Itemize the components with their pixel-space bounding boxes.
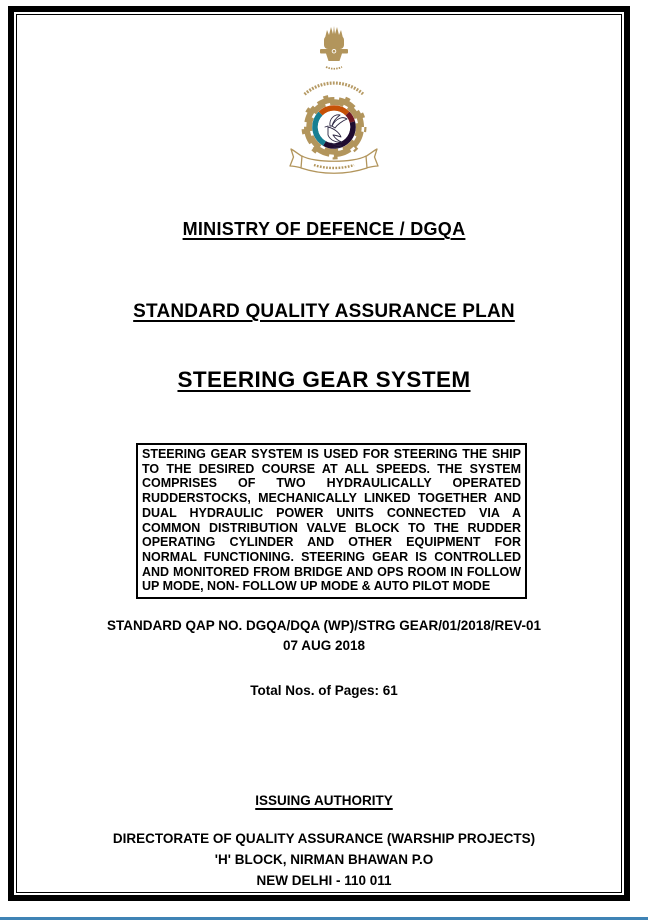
emblem-arc-text (305, 83, 364, 94)
dgqa-emblem-icon (284, 22, 384, 182)
ministry-heading: MINISTRY OF DEFENCE / DGQA (182, 219, 466, 239)
ashoka-capital-icon (320, 26, 348, 69)
description-box: STEERING GEAR SYSTEM IS USED FOR STEERING THE SHIP TO THE DESIRED COURSE AT ALL SPEEDS. THE SYSTEM COMPRISES OF TWO HYDRAULICALLY OPERATED RUDDERSTOCKS, MECHANICALLY LINKED TOGETHER AND DUAL HYDRAULIC POWER UNITS CONNECTED VIA A COMMON DISTRIBUTION VALVE BLOCK TO THE RUDDER OPERATING CYLINDER AND OTHER EQUIPMENT FOR NORMAL FUNCTIONING. STEERING GEAR IS CONTROLLED AND MONITORED FROM BRIDGE AND OPS ROOM IN FOLLOW UP MODE, NON- FOLLOW UP MODE & AUTO PILOT MODE (136, 443, 527, 599)
page-bottom-edge (0, 917, 648, 920)
system-title: STEERING GEAR SYSTEM (177, 367, 471, 392)
qap-number: STANDARD QAP NO. DGQA/DQA (WP)/STRG GEAR/01/2018/REV-01 (106, 618, 542, 633)
issue-date: 07 AUG 2018 (282, 638, 366, 653)
total-pages: Total Nos. of Pages: 61 (250, 683, 398, 698)
issuing-authority-line: 'H' BLOCK, NIRMAN BHAWAN P.O (214, 852, 434, 867)
issuing-authority-line: DIRECTORATE OF QUALITY ASSURANCE (WARSHIP PROJECTS) (112, 831, 536, 846)
issuing-authority-line: NEW DELHI - 110 011 (256, 873, 392, 888)
plan-heading: STANDARD QUALITY ASSURANCE PLAN (133, 301, 515, 322)
issuing-authority-heading: ISSUING AUTHORITY (255, 793, 393, 808)
